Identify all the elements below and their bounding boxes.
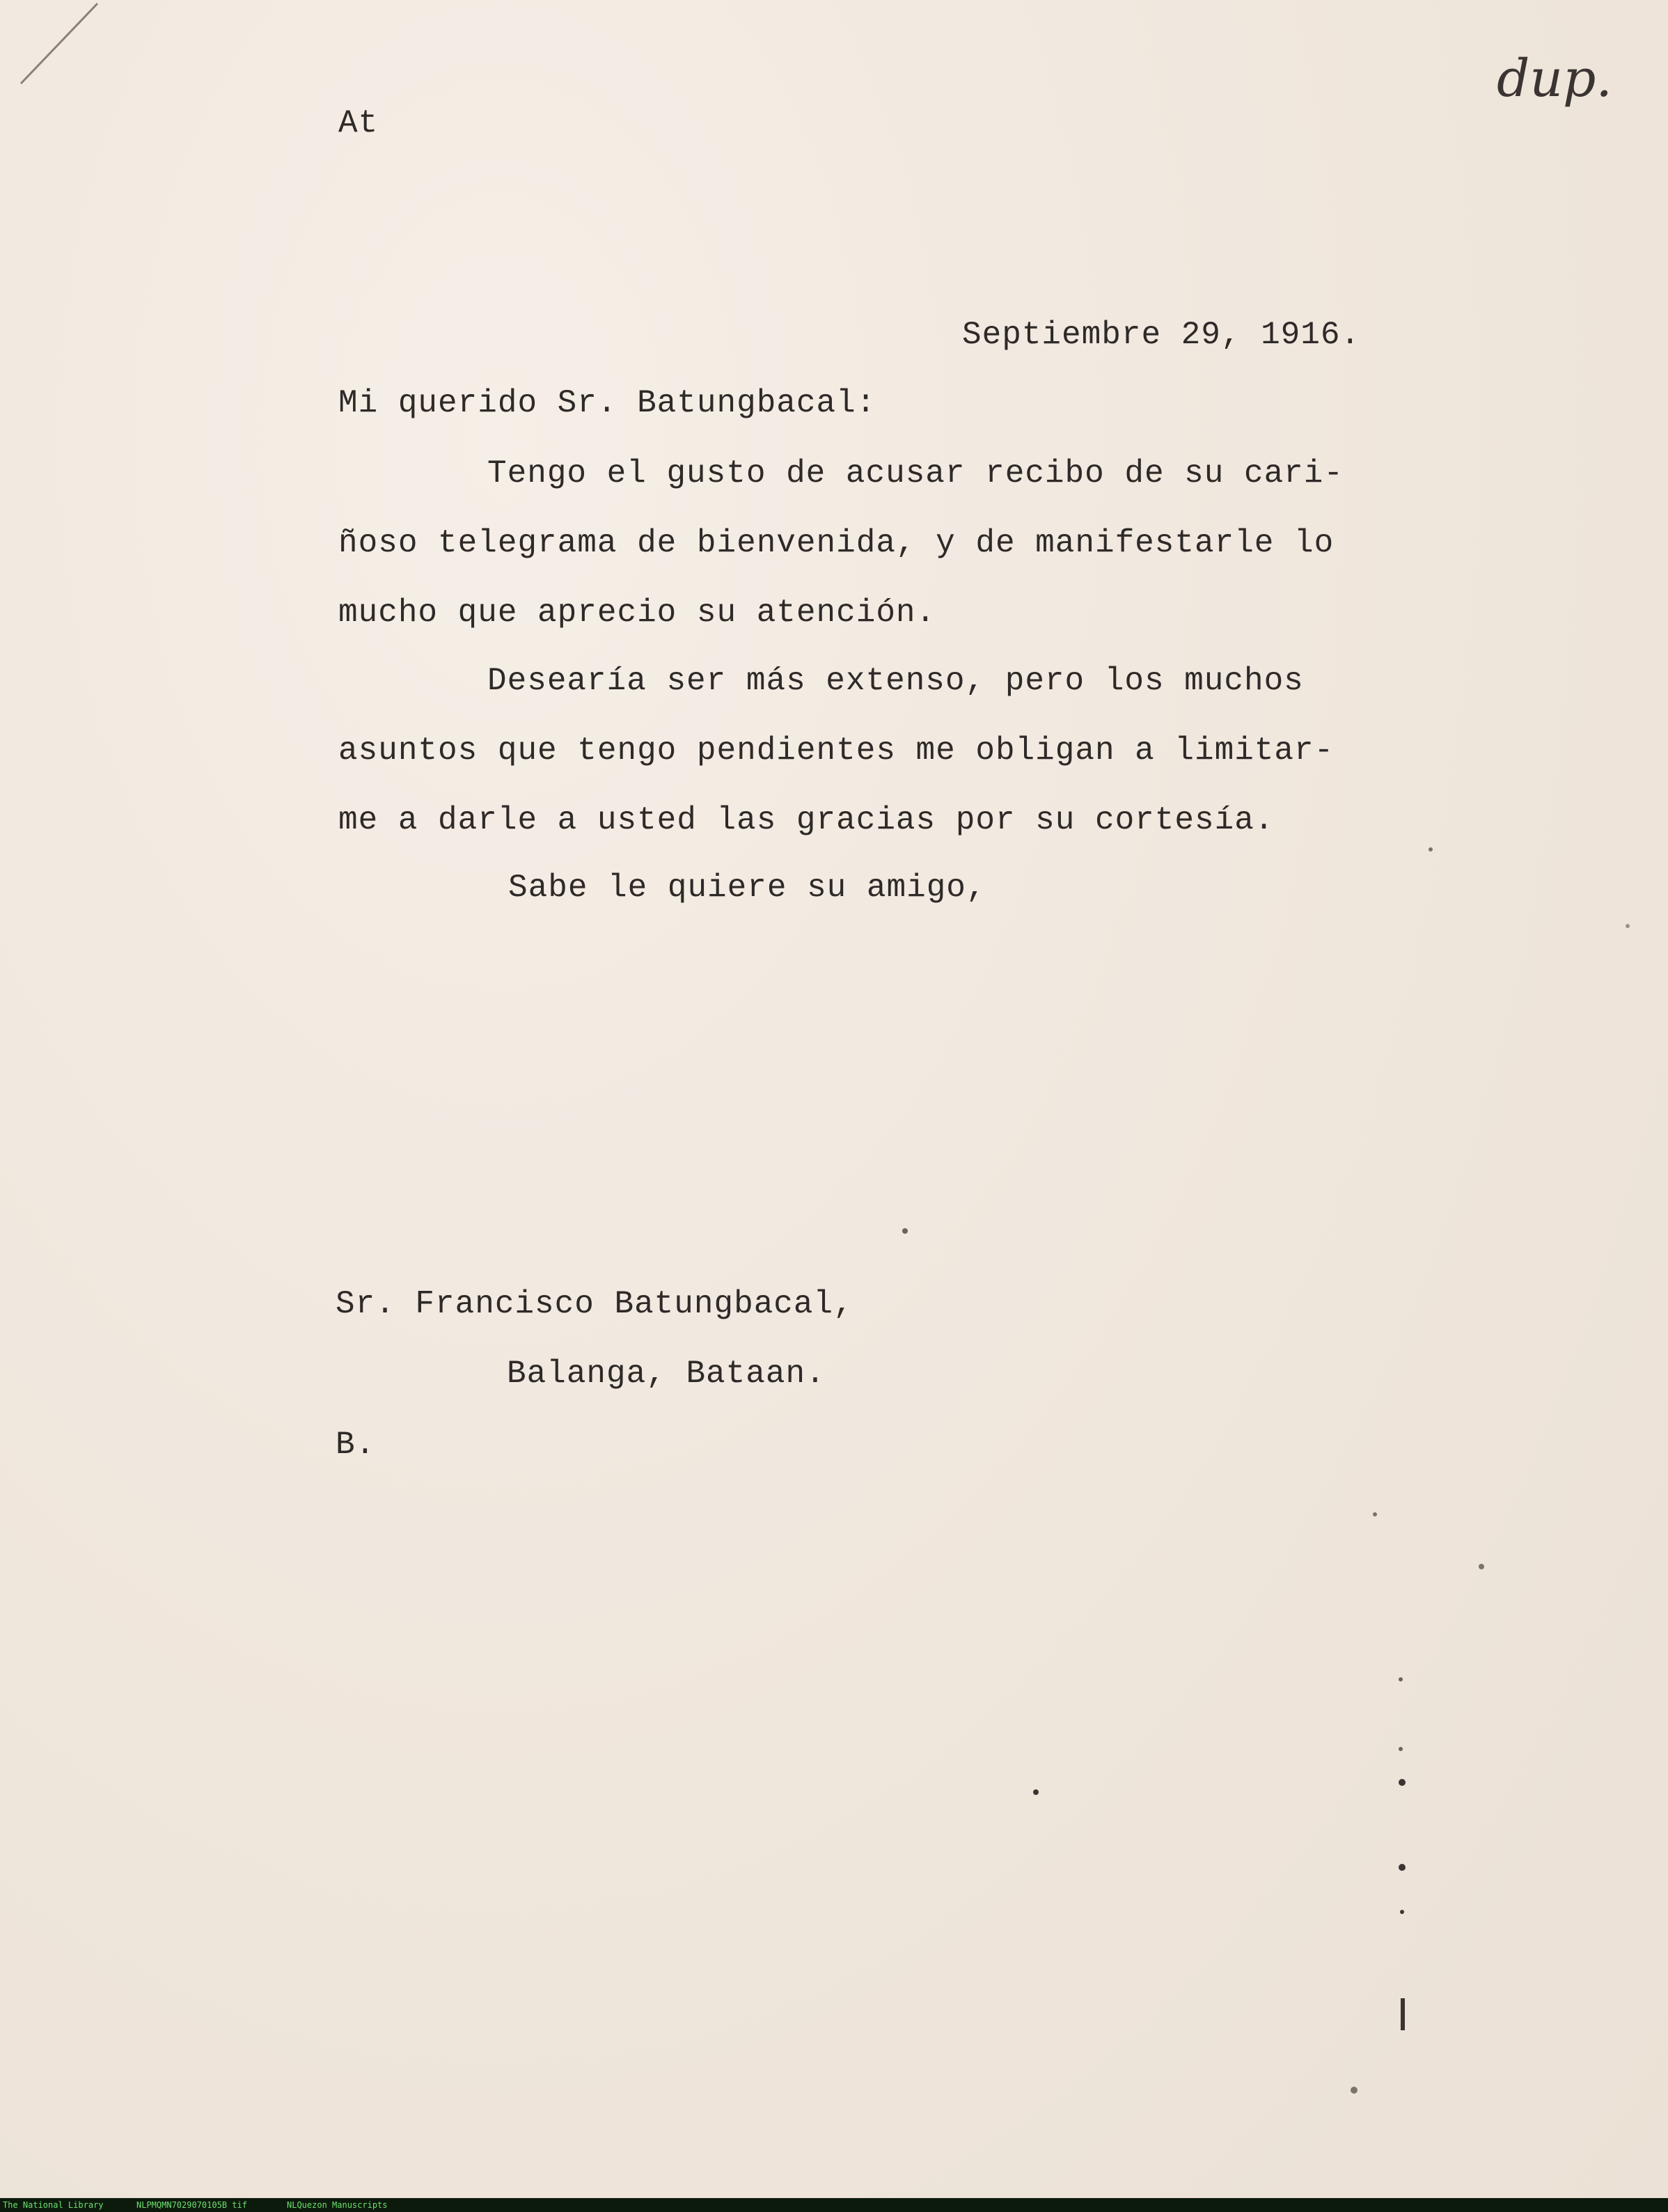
paragraph-line: asuntos que tengo pendientes me obligan a limitar- xyxy=(338,732,1335,769)
closing-line: Sabe le quiere su amigo, xyxy=(508,870,986,906)
footer-collection: NLQuezon Manuscripts xyxy=(287,2200,388,2210)
typist-initial: B. xyxy=(336,1427,376,1463)
paragraph-2 xyxy=(338,646,1424,855)
paragraph-1 xyxy=(338,439,1424,648)
top-note: At xyxy=(338,105,379,141)
footer-library: The National Library xyxy=(3,2200,104,2210)
recipient-place: Balanga, Bataan. xyxy=(507,1356,826,1392)
handwritten-note: dup. xyxy=(1497,49,1612,109)
paragraph-line: me a darle a usted las gracias por su cortesía. xyxy=(338,802,1275,838)
footer-file-id: NLPMQMN7029070105B tif xyxy=(136,2200,247,2210)
salutation: Mi querido Sr. Batungbacal: xyxy=(338,385,876,421)
paragraph-line: Desearía ser más extenso, pero los muchos xyxy=(487,663,1304,699)
archive-footer-bar xyxy=(0,2198,1668,2212)
paragraph-line: mucho que aprecio su atención. xyxy=(338,595,936,631)
paragraph-line: Tengo el gusto de acusar recibo de su cari- xyxy=(487,455,1344,492)
letter-date: Septiembre 29, 1916. xyxy=(962,317,1361,353)
recipient-name: Sr. Francisco Batungbacal, xyxy=(336,1286,853,1322)
paragraph-line: ñoso telegrama de bienvenida, y de manifestarle lo xyxy=(338,525,1335,561)
